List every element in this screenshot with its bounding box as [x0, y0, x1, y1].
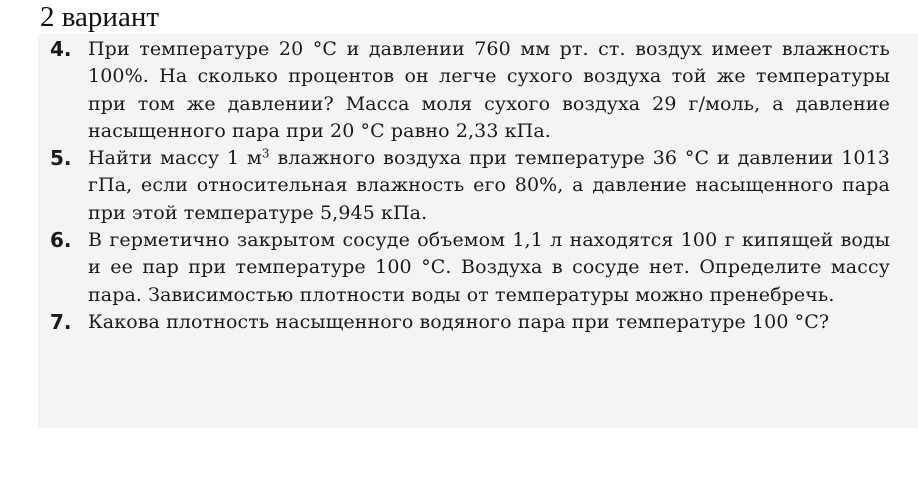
problem-text: При температуре 20 °С и давлении 760 мм рт. ст. воздух имеет влажность 100%. На сколько процентов он легче сухого воздуха той же температуры при том же давлении? Масса моля сухого воздуха 29 г/моль, а давление насыщенного пара при 20 °С равно 2,33 кПа.	[88, 38, 890, 142]
problem-text: Какова плотность насыщенного водяного пара при температуре 100 °С?	[88, 310, 830, 333]
problem-number: 5.	[50, 146, 72, 171]
problem-item	[44, 36, 890, 145]
problem-item	[44, 309, 890, 336]
problem-number: 6.	[50, 228, 72, 253]
problem-item	[44, 227, 890, 309]
superscript-exponent: 3	[261, 146, 270, 161]
variant-title: 2 вариант	[40, 1, 160, 33]
problem-text-part: влажного воздуха при температуре 36 °С и давлении 1013 гПа, если относительная влажность его 80%, а давление насыщенного пара при этой температуре 5,945 кПа.	[88, 147, 890, 224]
problem-number: 4.	[50, 37, 72, 61]
problem-text-part: Найти массу 1 м	[88, 147, 262, 170]
problem-text	[88, 145, 890, 227]
problem-list	[44, 36, 890, 336]
problem-number: 7.	[50, 309, 72, 334]
problem-text: В герметично закрытом сосуде объемом 1,1 л находятся 100 г кипящей воды и ее пар при температуре 100 °С. Воздуха в сосуде нет. Определите массу пара. Зависимостью плотности воды от температуры можно пренебречь.	[88, 229, 890, 306]
problem-item	[44, 145, 890, 227]
